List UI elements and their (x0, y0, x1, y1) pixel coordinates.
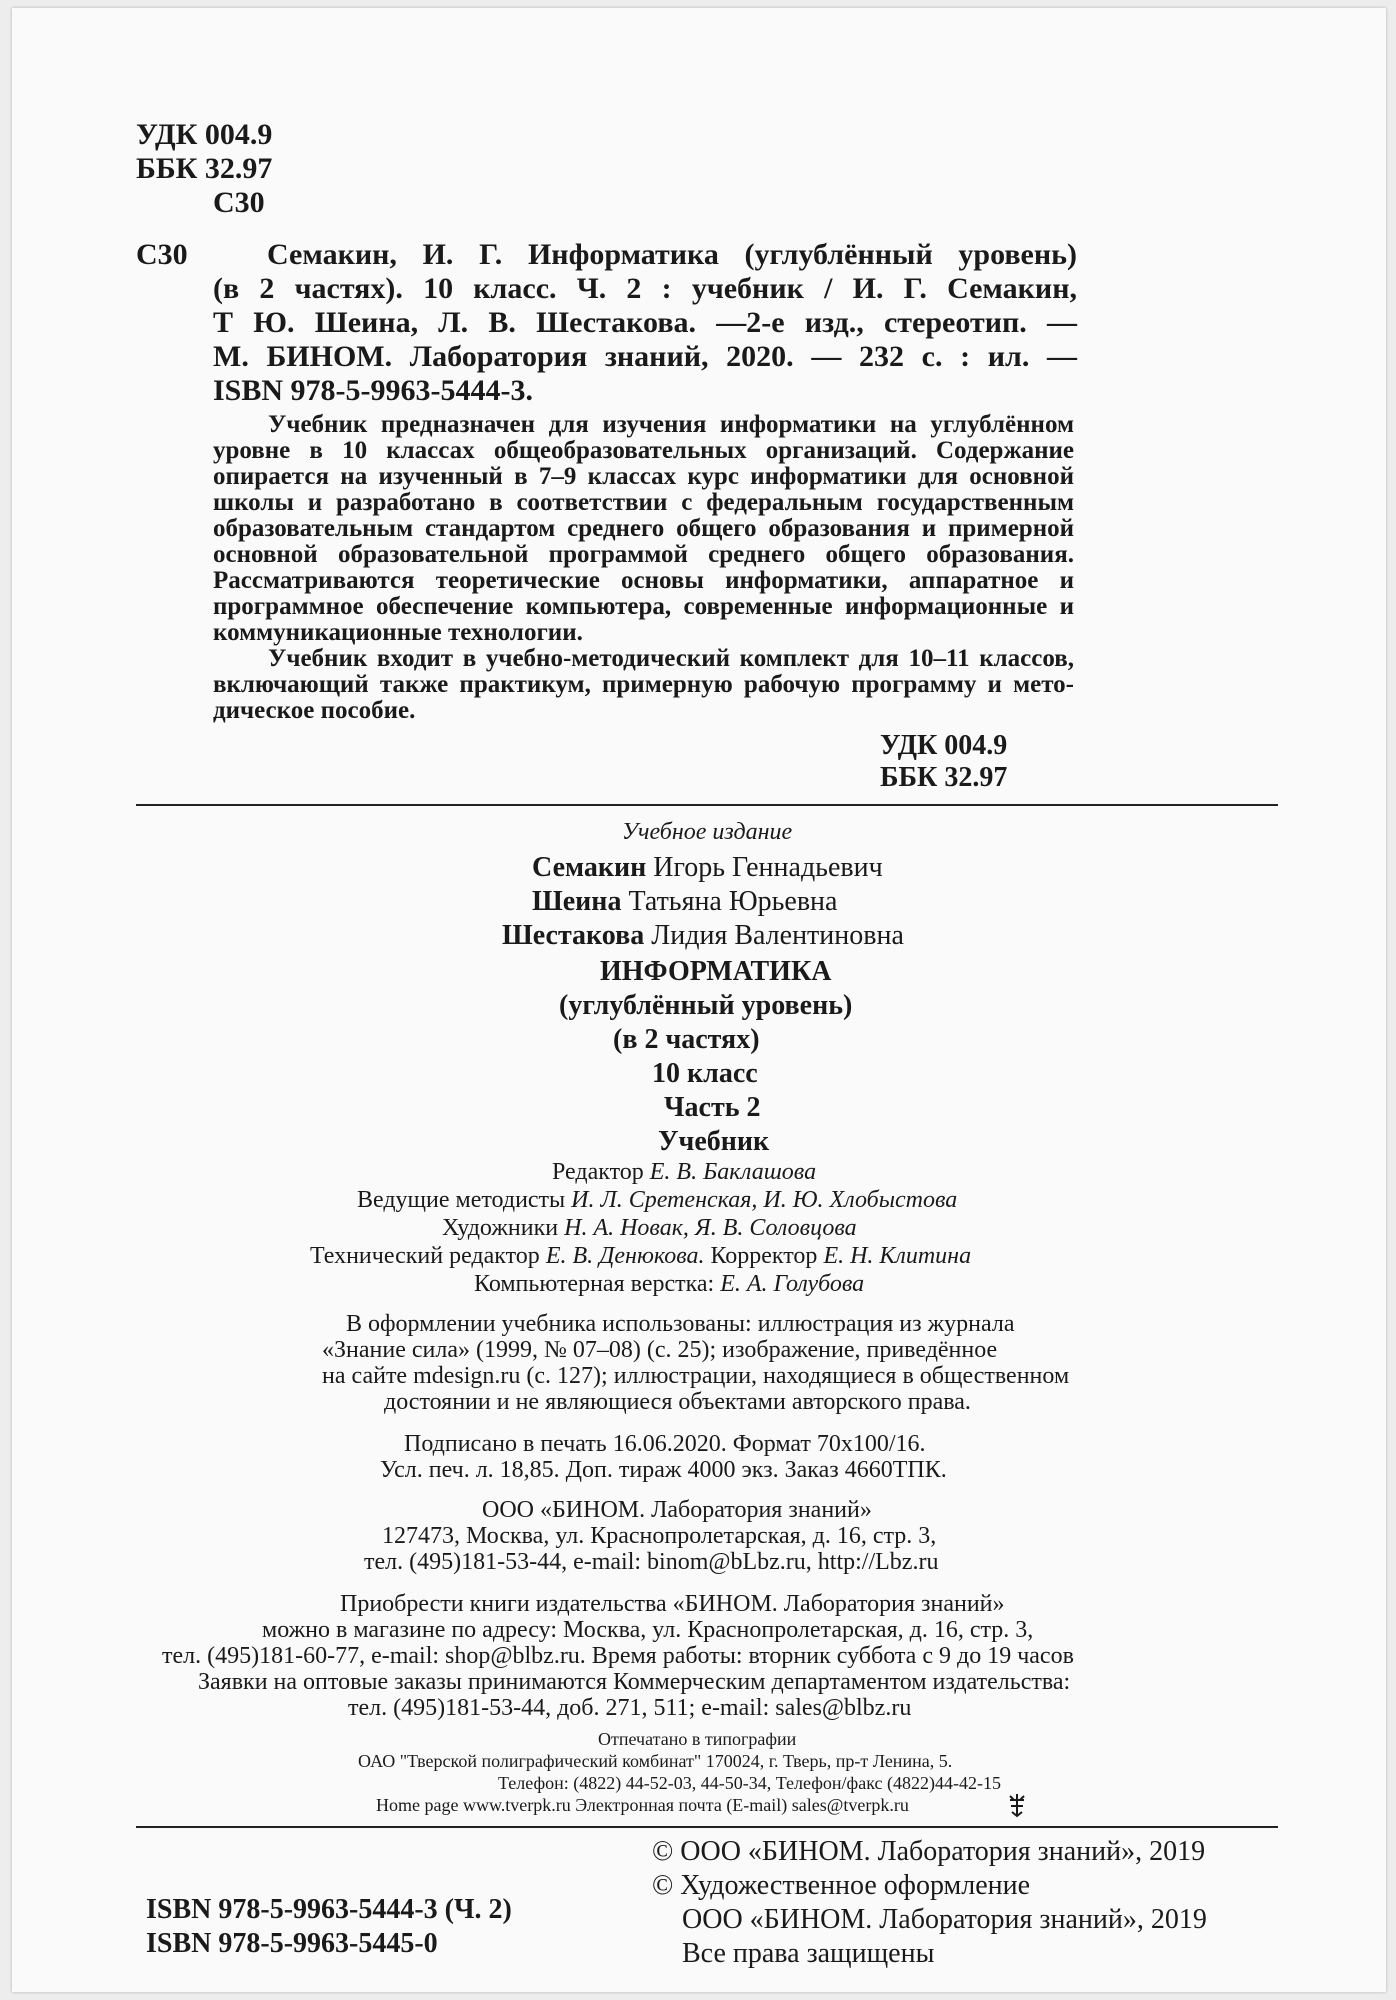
book-title: ИНФОРМАТИКА (600, 956, 832, 987)
document-page (12, 8, 1386, 1992)
annotation-line: коммуникационные технологии. (213, 619, 583, 646)
credit-person: Е. А. Голубова (720, 1271, 865, 1297)
bib-line: Семакин, И. Г. Информатика (углублённый уровень) (267, 238, 1077, 271)
credit-role: Корректор (710, 1243, 818, 1269)
illustrations-line: В оформлении учебника использованы: иллюстрация из журнала (346, 1311, 1015, 1337)
udk-top: УДК 004.9 (136, 118, 273, 151)
annotation-line: Учебник предназначен для изучения информатики на углублённом (268, 411, 1074, 438)
udk-bottom: УДК 004.9 (880, 730, 1008, 761)
credit-tech-editor (310, 1244, 971, 1268)
bib-line: Т Ю. Шеина, Л. В. Шестакова. —2-е изд., стереотип. — (213, 306, 1077, 339)
publisher-name: ООО «БИНОМ. Лаборатория знаний» (482, 1497, 872, 1523)
annotation-line: включающий также практикум, примерную рабочую программу и мето- (213, 671, 1074, 698)
isbn-set: ISBN 978-5-9963-5445-0 (146, 1928, 438, 1959)
book-level: (углублённый уровень) (559, 990, 853, 1021)
copyright-line: Все права защищены (682, 1938, 935, 1969)
annotation-line: основной образовательной программой среднего общего образования. (213, 541, 1074, 568)
shop-line: можно в магазине по адресу: Москва, ул. Краснопролетарская, д. 16, стр. 3, (262, 1617, 1034, 1643)
credit-role: Редактор (552, 1159, 644, 1185)
credit-methodists (357, 1188, 957, 1212)
annotation-line: дическое пособие. (213, 697, 416, 724)
isbn-part: ISBN 978-5-9963-5444-3 (Ч. 2) (146, 1894, 512, 1925)
printer-logo-icon (1006, 1792, 1028, 1818)
annotation-line: Учебник входит в учебно-методический комплект для 10–11 классов, (268, 645, 1074, 672)
author-sign-top: С30 (213, 186, 265, 219)
credit-role: Художники (442, 1215, 559, 1241)
annotation-line: Рассматриваются теоретические основы информатики, аппаратное и (213, 567, 1074, 594)
printer-line: Отпечатано в типографии (598, 1729, 797, 1749)
edition-type: Учебное издание (621, 819, 793, 845)
book-kind: Учебник (658, 1126, 770, 1157)
credit-role: Ведущие методисты (357, 1187, 566, 1213)
author-surname: Шестакова (502, 920, 645, 951)
annotation-line: опирается на изученный в 7–9 классах курс информатики для основной (213, 463, 1074, 490)
printer-line: ОАО "Тверской полиграфический комбинат" 170024, г. Тверь, пр-т Ленина, 5. (358, 1751, 953, 1771)
divider-top (136, 804, 1278, 806)
book-parts: (в 2 частях) (613, 1024, 760, 1055)
book-part: Часть 2 (664, 1092, 761, 1123)
credit-editor (552, 1160, 816, 1184)
credit-person: Е. В. Баклашова (649, 1159, 817, 1185)
annotation-line: уровне в 10 классах общеобразовательных организаций. Содержание (213, 437, 1074, 464)
author-sign-bib: С30 (136, 238, 188, 271)
printer-line: Home page www.tverpk.ru Электронная почта (E-mail) sales@tverpk.ru (376, 1795, 909, 1815)
credit-person: Е. В. Денюкова. (545, 1243, 705, 1269)
print-info-line: Подписано в печать 16.06.2020. Формат 70х100/16. (404, 1431, 926, 1457)
credit-role: Технический редактор (310, 1243, 540, 1269)
shop-line: Приобрести книги издательства «БИНОМ. Лаборатория знаний» (340, 1591, 1005, 1617)
bib-line: М. БИНОМ. Лаборатория знаний, 2020. — 232 с. : ил. — (213, 340, 1077, 373)
bib-line: (в 2 частях). 10 класс. Ч. 2 : учебник / И. Г. Семакин, (213, 272, 1077, 305)
annotation-line: программное обеспечение компьютера, современные информационные и (213, 593, 1074, 620)
shop-line: тел. (495)181-53-44, доб. 271, 511; e-mail: sales@blbz.ru (348, 1695, 912, 1721)
author-given-names: Лидия Валентиновна (651, 920, 904, 951)
credit-person: Н. А. Новак, Я. В. Соловцова (564, 1215, 857, 1241)
credit-artists (442, 1216, 857, 1240)
copyright-line: © ООО «БИНОМ. Лаборатория знаний», 2019 (652, 1836, 1206, 1867)
credit-person: Е. Н. Клитина (823, 1243, 972, 1269)
printer-line: Телефон: (4822) 44-52-03, 44-50-34, Телефон/факс (4822)44-42-15 (498, 1773, 1001, 1793)
author-given-names: Татьяна Юрьевна (628, 886, 838, 917)
print-info-line: Усл. печ. л. 18,85. Доп. тираж 4000 экз. Заказ 4660ТПК. (380, 1457, 947, 1483)
illustrations-line: на сайте mdesign.ru (с. 127); иллюстрации, находящиеся в общественном (322, 1363, 1070, 1389)
credit-role: Компьютерная верстка: (474, 1271, 715, 1297)
copyright-line: ООО «БИНОМ. Лаборатория знаний», 2019 (682, 1904, 1207, 1935)
illustrations-line: «Знание сила» (1999, № 07–08) (с. 25); изображение, приведённое (322, 1337, 998, 1363)
annotation-line: школы и разработано в соответствии с федеральным государственным (213, 489, 1074, 516)
bbk-bottom: ББК 32.97 (880, 762, 1008, 793)
credit-layout (474, 1272, 864, 1296)
author-surname: Шеина (532, 886, 622, 917)
author-given-names: Игорь Геннадьевич (653, 852, 883, 883)
credit-person: И. Л. Сретенская, И. Ю. Хлобыстова (571, 1187, 958, 1213)
bbk-top: ББК 32.97 (136, 152, 273, 185)
book-grade: 10 класс (652, 1058, 758, 1089)
copyright-line: © Художественное оформление (652, 1870, 1031, 1901)
author-1 (532, 854, 883, 882)
bib-line: ISBN 978-5-9963-5444-3. (213, 374, 533, 407)
shop-line: Заявки на оптовые заказы принимаются Коммерческим департаментом издательства: (198, 1669, 1071, 1695)
publisher-contacts: тел. (495)181-53-44, e-mail: binom@bLbz.ru, http://Lbz.ru (364, 1549, 939, 1575)
author-3 (502, 922, 904, 950)
author-2 (532, 888, 837, 916)
publisher-address: 127473, Москва, ул. Краснопролетарская, д. 16, стр. 3, (382, 1523, 937, 1549)
divider-bottom (136, 1826, 1278, 1828)
annotation-line: образовательным стандартом среднего общего образования и примерной (213, 515, 1074, 542)
author-surname: Семакин (532, 852, 647, 883)
shop-line: тел. (495)181-60-77, e-mail: shop@blbz.ru. Время работы: вторник суббота с 9 до 19 часов (162, 1643, 1074, 1669)
illustrations-line: достоянии и не являющиеся объектами авторского права. (384, 1389, 971, 1415)
